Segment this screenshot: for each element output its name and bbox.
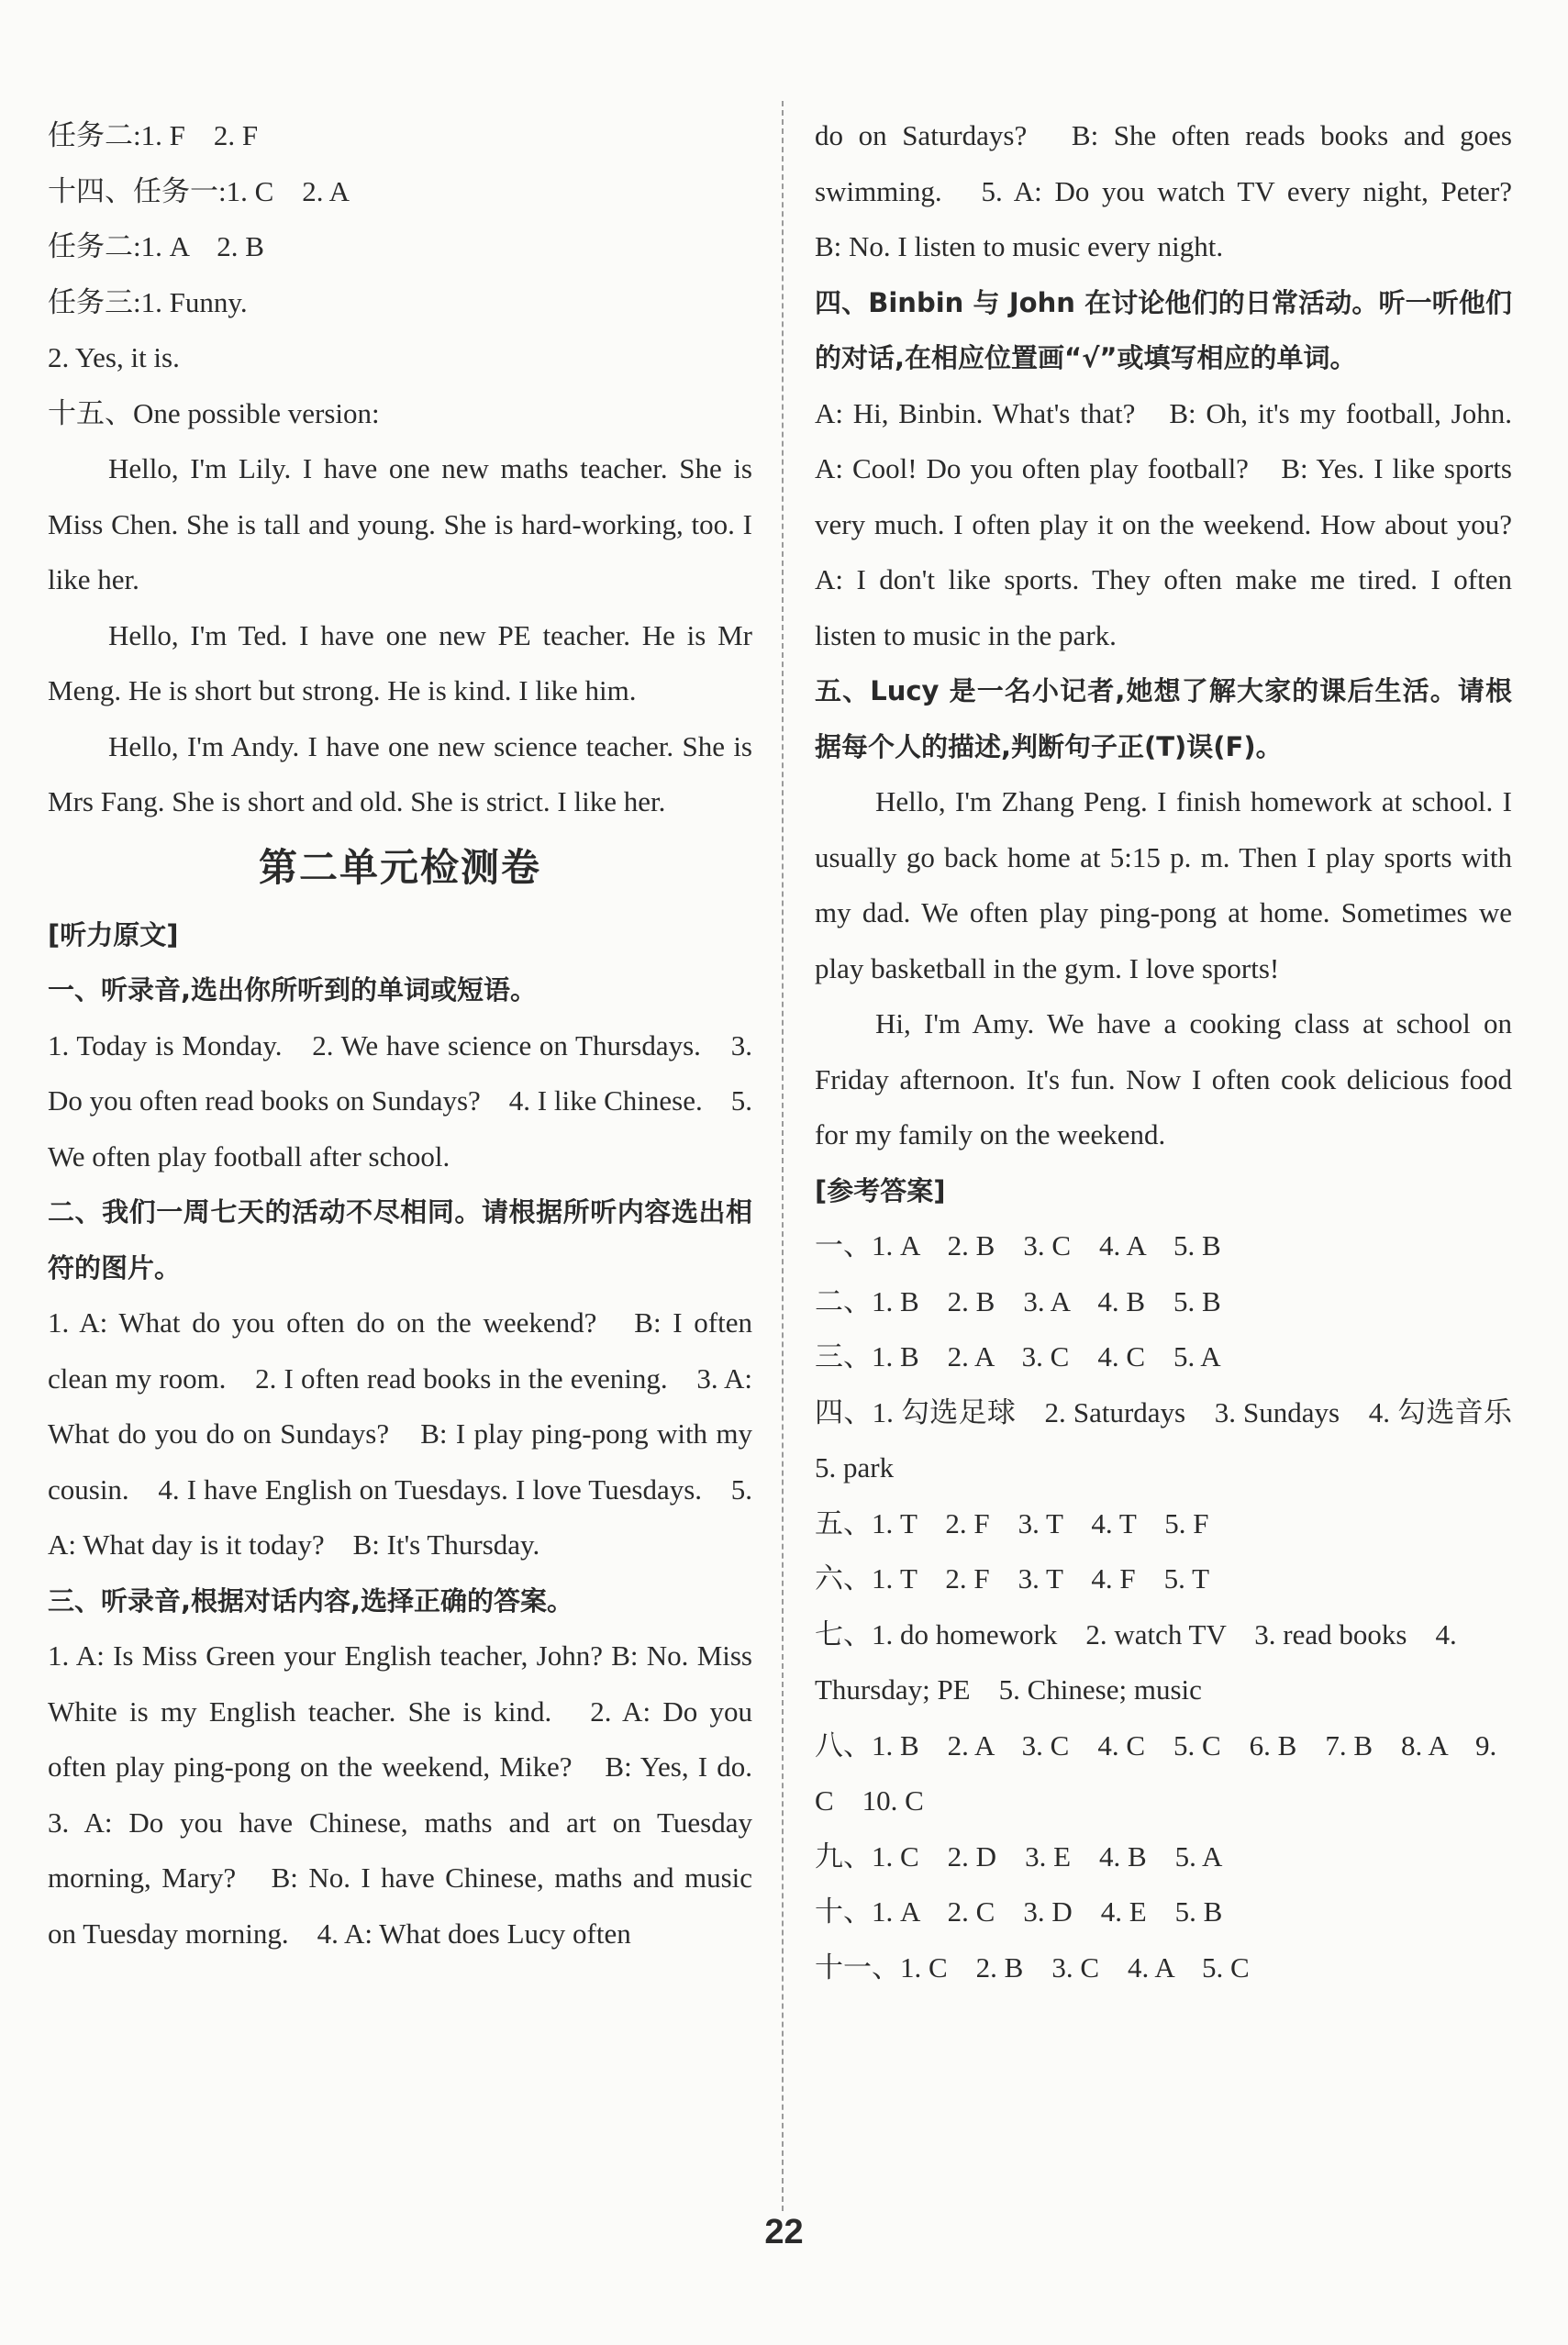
answer-line: 任务三:1. Funny.	[48, 285, 248, 318]
section-text: 1. A: Is Miss Green your English teacher, John? B: No. Miss White is my English teacher. She is kind. 2. A: Do you often play ping-pong on the weekend, Mike? B: Yes, I do. 3. A: Do you have Chinese, maths and art on Tuesday morning, Mary? B: No. I have Chinese, maths and music on Tuesday morning. 4. A: What does Lucy often	[48, 1639, 781, 1950]
section-title: 五、Lucy 是一名小记者,她想了解大家的课后生活。请根据每个人的描述,判断句子正(T)误(F)。	[815, 675, 1512, 762]
section-paragraph: Hello, I'm Zhang Peng. I finish homework at school. I usually go back home at 5:15 p. m. Then I play sports with my dad. We often play ping-pong at home. Sometimes we play basketball in the gym. I love sports!	[815, 785, 1512, 984]
page-number: 22	[764, 2213, 804, 2251]
answer-line: 十四、任务一:1. C 2. A	[48, 174, 350, 207]
answer-line: 十、1. A 2. C 3. D 4. E 5. B	[815, 1895, 1223, 1928]
section-text: do on Saturdays? B: She often reads books and goes swimming. 5. A: Do you watch TV every night, Peter? B: No. I listen to music every night.	[815, 119, 1540, 262]
answer-key-label: [参考答案]	[815, 1174, 946, 1206]
section-text: 1. A: What do you often do on the weekend? B: I often clean my room. 2. I often read books in the evening. 3. A: What do you do on Sundays? B: I play ping-pong with my cousin. 4. I have English on Tuesdays. I love Tuesdays. 5. A: What day is it today? B: It's Thursday.	[48, 1306, 752, 1561]
answer-line: 十一、1. C 2. B 3. C 4. A 5. C	[815, 1950, 1250, 1984]
listening-script-label: [听力原文]	[48, 918, 179, 950]
answer-line: 任务二:1. A 2. B	[48, 230, 264, 262]
section-title: 四、Binbin 与 John 在讨论他们的日常活动。听一听他们的对话,在相应位置画“√”或填写相应的单词。	[815, 286, 1512, 373]
answer-line: 三、1. B 2. A 3. C 4. C 5. A	[815, 1340, 1221, 1373]
answer-line: 八、1. B 2. A 3. C 4. C 5. C 6. B 7. B 8. A 9. C 10. C	[815, 1728, 1497, 1817]
unit-title: 第二单元检测卷	[258, 847, 541, 890]
answer-line: 五、1. T 2. F 3. T 4. T 5. F	[815, 1506, 1209, 1539]
section-paragraph: Hi, I'm Amy. We have a cooking class at school on Friday afternoon. It's fun. Now I often cook delicious food for my family on the weekend.	[815, 1007, 1512, 1150]
section-title: 一、听录音,选出你所听到的单词或短语。	[48, 974, 538, 1006]
answer-line: 七、1. do homework 2. watch TV 3. read books 4. Thursday; PE 5. Chinese; music	[815, 1617, 1457, 1706]
left-column	[48, 108, 781, 1962]
answer-line: 二、1. B 2. B 3. A 4. B 5. B	[815, 1284, 1221, 1317]
answer-line: 六、1. T 2. F 3. T 4. F 5. T	[815, 1562, 1210, 1595]
answer-line: 九、1. C 2. D 3. E 4. B 5. A	[815, 1839, 1223, 1873]
section-title: 二、我们一周七天的活动不尽相同。请根据所听内容选出相符的图片。	[48, 1196, 752, 1284]
section-title: 三、听录音,根据对话内容,选择正确的答案。	[48, 1584, 574, 1617]
right-column	[815, 108, 1540, 1995]
answer-line: 一、1. A 2. B 3. C 4. A 5. B	[815, 1229, 1221, 1261]
answer-line: 任务二:1. F 2. F	[48, 119, 259, 151]
sample-paragraph: Hello, I'm Andy. I have one new science teacher. She is Mrs Fang. She is short and old. She is strict. I like her.	[48, 729, 752, 817]
answer-line: 四、1. 勾选足球 2. Saturdays 3. Sundays 4. 勾选音乐 5. park	[815, 1395, 1540, 1484]
column-divider	[782, 101, 784, 2211]
sample-paragraph: Hello, I'm Lily. I have one new maths teacher. She is Miss Chen. She is tall and young. She is hard-working, too. I like her.	[48, 452, 752, 595]
sample-paragraph: Hello, I'm Ted. I have one new PE teacher. He is Mr Meng. He is short but strong. He is kind. I like him.	[48, 618, 752, 706]
section-text: 1. Today is Monday. 2. We have science on Thursdays. 3. Do you often read books on Sundays? 4. I like Chinese. 5. We often play football after school.	[48, 1028, 752, 1172]
section-text: A: Hi, Binbin. What's that? B: Oh, it's my football, John. A: Cool! Do you often play football? B: Yes. I like sports very much. I often play it on the weekend. How about you? A: I don't like sports. They often make me tired. I often listen to music in the park.	[815, 396, 1540, 651]
answer-line: 十五、One possible version:	[48, 396, 380, 429]
answer-line: 2. Yes, it is.	[48, 341, 180, 373]
